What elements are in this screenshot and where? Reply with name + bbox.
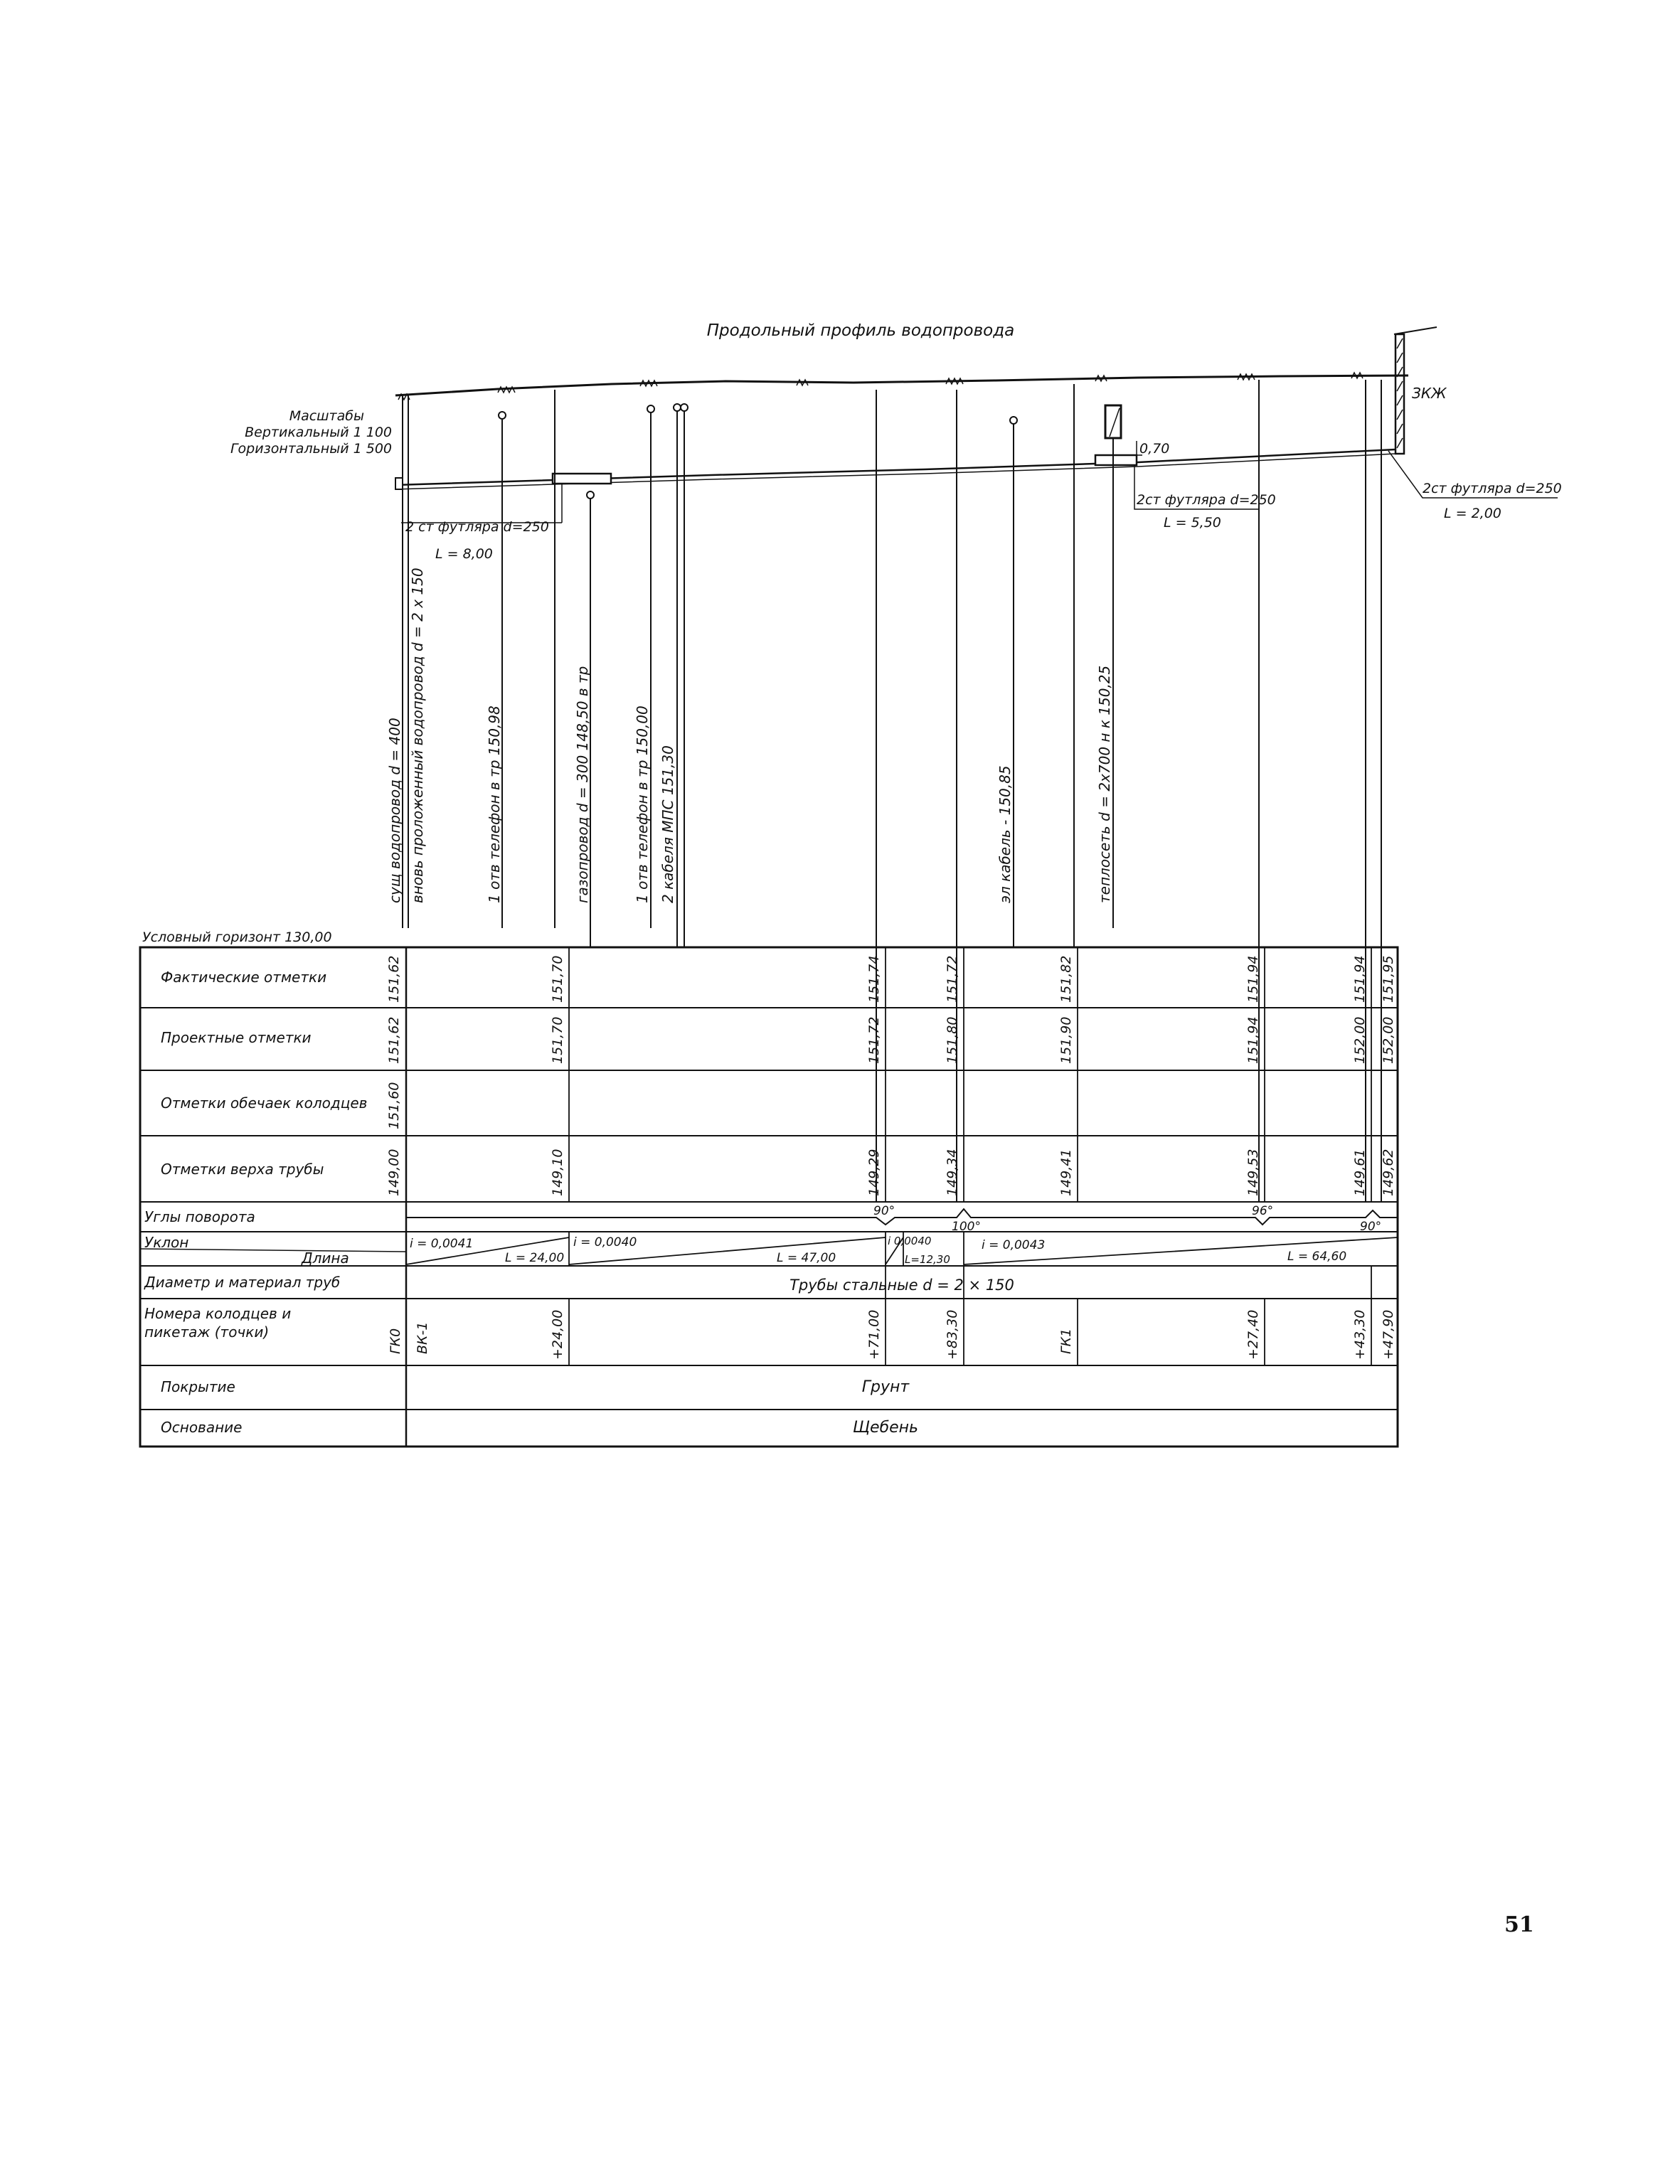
well-mark: ВК-1 — [415, 1321, 430, 1354]
base-value: Щебень — [852, 1419, 919, 1437]
casing-mid-length: L = 5,50 — [1164, 515, 1221, 531]
row-label-well-ring: Отметки обечаек колодцев — [161, 1094, 368, 1112]
chamber-zkzh — [1395, 334, 1447, 454]
actual-mark: 151,82 — [1058, 955, 1074, 1003]
design-mark: 151,62 — [386, 1016, 402, 1064]
design-mark: 151,70 — [550, 1016, 565, 1064]
design-mark: 151,90 — [1058, 1016, 1074, 1064]
well-mark: +24,00 — [550, 1309, 565, 1360]
row-label-base: Основание — [161, 1419, 243, 1436]
profile-table — [140, 947, 1398, 1447]
row-label-actual: Фактические отметки — [161, 969, 327, 986]
well-mark: +47,90 — [1381, 1309, 1396, 1360]
pipe-top-mark: 149,53 — [1245, 1149, 1261, 1196]
angle-value: 100° — [952, 1220, 981, 1234]
pipe-top-mark: 149,34 — [945, 1149, 960, 1196]
row-label-pipe-material: Диаметр и материал труб — [144, 1274, 341, 1291]
actual-mark: 151,74 — [866, 955, 882, 1003]
pipe-top-mark: 149,62 — [1381, 1149, 1396, 1196]
actual-mark: 151,94 — [1352, 955, 1368, 1003]
casing-left-label: 2 ст футляра d=250 — [405, 519, 549, 535]
row-label-wells: Номера колодцев и пикетаж (точки) — [144, 1305, 292, 1341]
scale-horizontal: Горизонтальный 1 500 — [230, 441, 392, 457]
casing-right-label: 2ст футляра d=250 — [1423, 481, 1562, 496]
crossing-label-3: 1 отв телефон в тр 150,98 — [486, 705, 503, 903]
crossing-label-6: 2 кабеля МПС 151,30 — [659, 745, 676, 903]
length-value: L = 64,60 — [1287, 1250, 1347, 1264]
actual-mark: 151,70 — [550, 955, 565, 1003]
slope-value: i = 0,0043 — [982, 1238, 1046, 1252]
scales-heading: Масштабы — [289, 408, 364, 424]
datum-label: Условный горизонт 130,00 — [142, 929, 332, 945]
well-mark: ГК0 — [388, 1328, 403, 1354]
casing-right — [1388, 451, 1562, 521]
pipe-top-mark: 149,10 — [550, 1149, 565, 1196]
pipe-material: Трубы стальные d = 2 × 150 — [790, 1277, 1014, 1294]
length-value: L = 47,00 — [777, 1251, 836, 1265]
pipe-top-mark: 149,00 — [386, 1149, 402, 1196]
angle-value: 96° — [1252, 1204, 1274, 1218]
actual-mark: 151,72 — [945, 955, 960, 1003]
pipe-top-mark: 149,29 — [866, 1149, 882, 1196]
row-label-length: Длина — [302, 1250, 349, 1267]
pipe-top-mark: 149,61 — [1352, 1149, 1368, 1196]
row-label-design: Проектные отметки — [161, 1029, 312, 1046]
casing-left-length: L = 8,00 — [435, 546, 493, 562]
crossing-label-1: сущ водопровод d = 400 — [386, 718, 403, 903]
wells-row — [388, 1310, 1396, 1360]
well-mark: +43,30 — [1352, 1309, 1368, 1360]
crossing-label-8: теплосеть d = 2х700 н к 150,25 — [1096, 665, 1113, 903]
length-value: L = 24,00 — [505, 1251, 565, 1265]
well-mark: +83,30 — [945, 1309, 960, 1360]
actual-mark: 151,62 — [386, 955, 402, 1003]
design-mark: 151,72 — [866, 1016, 882, 1064]
drawing-title: Продольный профиль водопровода — [706, 321, 1015, 340]
actual-mark: 151,95 — [1381, 955, 1396, 1003]
actual-mark: 151,94 — [1245, 955, 1261, 1003]
angle-value: 90° — [1360, 1220, 1382, 1234]
well-mark: +71,00 — [866, 1309, 882, 1360]
casing-mid — [1095, 455, 1276, 531]
row-label-pipe-top: Отметки верха трубы — [161, 1161, 324, 1178]
heat-network-box — [1105, 405, 1169, 458]
crossing-label-5: 1 отв телефон в тр 150,00 — [634, 705, 651, 903]
casing-left — [401, 474, 611, 562]
angle-value: 90° — [873, 1204, 895, 1218]
crossing-label-2: вновь проложенный водопровод d = 2 х 150 — [409, 568, 426, 903]
crossing-labels — [386, 568, 1113, 903]
well-ring-mark: 151,60 — [386, 1082, 402, 1129]
angles-row — [406, 1204, 1398, 1234]
crossing-label-4: газопровод d = 300 148,50 в тр — [574, 666, 591, 903]
design-mark: 152,00 — [1381, 1016, 1396, 1064]
casing-mid-label: 2ст футляра d=250 — [1137, 492, 1276, 508]
well-mark: +27,40 — [1245, 1309, 1261, 1360]
design-marks — [386, 1017, 1396, 1064]
row-label-slope: Уклон — [144, 1234, 189, 1251]
actual-marks — [386, 956, 1396, 1003]
design-mark: 152,00 — [1352, 1016, 1368, 1064]
length-value: L=12,30 — [905, 1253, 950, 1266]
slope-value: i = 0,0041 — [410, 1237, 474, 1251]
page-number: 51 — [1504, 1912, 1534, 1937]
slope-value: i 0,0040 — [888, 1235, 932, 1247]
water-pipeline — [395, 449, 1395, 489]
slope-value: i = 0,0040 — [573, 1235, 637, 1250]
pipe-top-marks — [386, 1149, 1396, 1196]
scale-vertical: Вертикальный 1 100 — [245, 425, 392, 440]
surface-value: Грунт — [861, 1378, 910, 1396]
row-label-angles: Углы поворота — [144, 1208, 255, 1225]
well-ring-marks — [386, 1082, 402, 1129]
crossing-label-7: эл кабель - 150,85 — [996, 765, 1014, 903]
scales-note — [230, 408, 392, 457]
depth-note: 0,70 — [1139, 441, 1170, 457]
well-mark: ГК1 — [1058, 1328, 1074, 1354]
pipe-top-mark: 149,41 — [1058, 1149, 1074, 1196]
design-mark: 151,94 — [1245, 1016, 1261, 1064]
design-mark: 151,80 — [945, 1016, 960, 1064]
chamber-label: ЗКЖ — [1412, 385, 1447, 402]
row-label-wells-box — [144, 1304, 372, 1361]
row-label-surface: Покрытие — [161, 1378, 235, 1395]
casing-right-length: L = 2,00 — [1444, 506, 1501, 521]
slope-row — [406, 1232, 1398, 1266]
